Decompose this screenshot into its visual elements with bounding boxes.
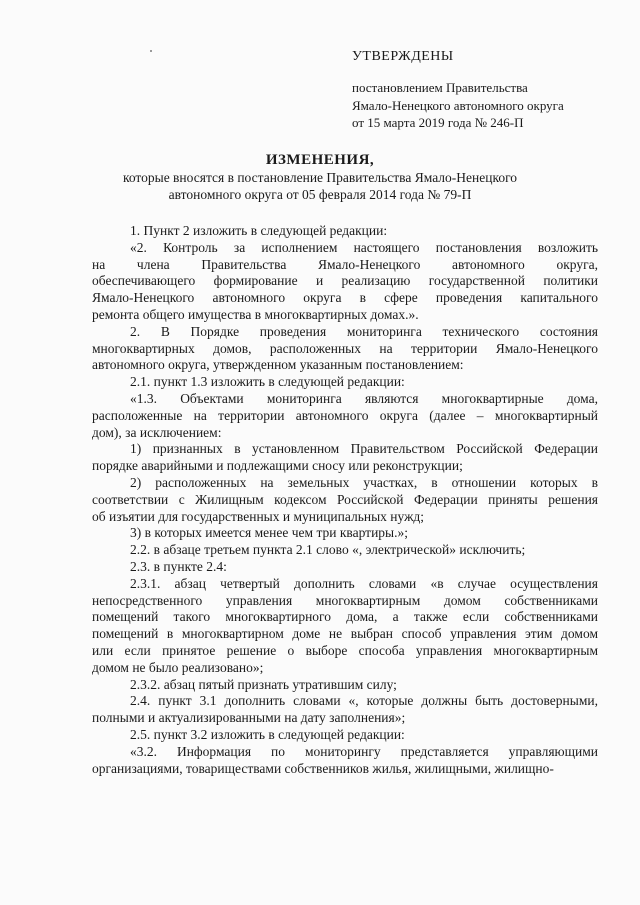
body-line: или если принятое решение о выборе способа управления многоквартирным — [92, 642, 598, 658]
body-line: «1.3. Объектами мониторинга являются многоквартирные дома, — [130, 390, 598, 406]
body-line: порядке аварийными и подлежащими сносу или реконструкции; — [92, 458, 463, 474]
document-body — [92, 223, 598, 777]
body-line: 2.3.2. абзац пятый признать утратившим силу; — [130, 676, 397, 692]
body-line: Ямало-Ненецкого автономного округа в сфере проведения капитального — [92, 290, 598, 306]
body-line: «2. Контроль за исполнением настоящего постановления возложить — [130, 239, 598, 255]
body-line: обеспечивающего формирование и реализацию государственной политики — [92, 273, 598, 289]
body-line: многоквартирных домов, расположенных на территории Ямало-Ненецкого — [92, 340, 598, 356]
body-line: помещений такого многоквартирного дома, а также если собственниками — [92, 609, 598, 625]
approval-line: от 15 марта 2019 года № 246-П — [352, 115, 524, 130]
body-line: организациями, товариществами собственников жилья, жилищными, жилищно- — [92, 760, 554, 776]
body-line: расположенные на территории автономного округа (далее – многоквартирный — [92, 407, 598, 423]
body-line: 2) расположенных на земельных участках, в отношении которых в — [130, 474, 598, 490]
body-line: полными и актуализированными на дату заполнения»; — [92, 710, 406, 726]
body-line: 2. В Порядке проведения мониторинга технического состояния — [130, 323, 598, 339]
body-line: дом), за исключением: — [92, 424, 222, 440]
subtitle-line: которые вносятся в постановление Правительства Ямало-Ненецкого — [122, 170, 518, 185]
body-line: «3.2. Информация по мониторингу представляется управляющими — [130, 743, 598, 759]
body-line: помещений в многоквартирном доме не выбран способ управления этим домом — [92, 626, 598, 642]
body-line: об изъятии для государственных и муниципальных нужд; — [92, 508, 425, 524]
body-line: 3) в которых имеется менее чем три квартиры.»; — [130, 525, 408, 541]
body-line: 1) признанных в установленном Правительством Российской Федерации — [130, 441, 598, 457]
body-line: домом не было реализовано»; — [92, 659, 264, 675]
body-line: 2.2. в абзаце третьем пункта 2.1 слово «, электрической» исключить; — [130, 542, 526, 558]
document-title: ИЗМЕНЕНИЯ, — [265, 152, 375, 168]
body-line: 1. Пункт 2 изложить в следующей редакции: — [130, 223, 388, 238]
body-line: 2.3. в пункте 2.4: — [130, 558, 227, 574]
body-line: на члена Правительства Ямало-Ненецкого автономного округа, — [92, 256, 598, 272]
body-line: ремонта общего имущества в многоквартирных домах.». — [92, 306, 419, 322]
approval-line: Ямало-Ненецкого автономного округа — [352, 97, 564, 113]
body-line: 2.1. пункт 1.3 изложить в следующей редакции: — [130, 374, 405, 390]
body-line: 2.3.1. абзац четвертый дополнить словами «в случае осуществления — [130, 575, 598, 591]
body-line: 2.5. пункт 3.2 изложить в следующей редакции: — [130, 726, 405, 742]
scan-speck — [150, 50, 152, 52]
approval-stamp-title: УТВЕРЖДЕНЫ — [352, 49, 454, 64]
approval-line: постановлением Правительства — [352, 80, 528, 95]
body-line: соответствии с Жилищным кодексом Российской Федерации приняты решения — [92, 491, 598, 507]
body-line: автономного округа, утвержденном указанным постановлением: — [92, 357, 464, 373]
subtitle-line: автономного округа от 05 февраля 2014 года № 79-П — [168, 187, 472, 202]
body-line: 2.4. пункт 3.1 дополнить словами «, которые должны быть достоверными, — [130, 693, 598, 709]
document-subtitle — [100, 169, 540, 203]
approval-details — [352, 79, 564, 132]
body-line: непосредственного управления многоквартирным домом собственниками — [92, 592, 598, 608]
